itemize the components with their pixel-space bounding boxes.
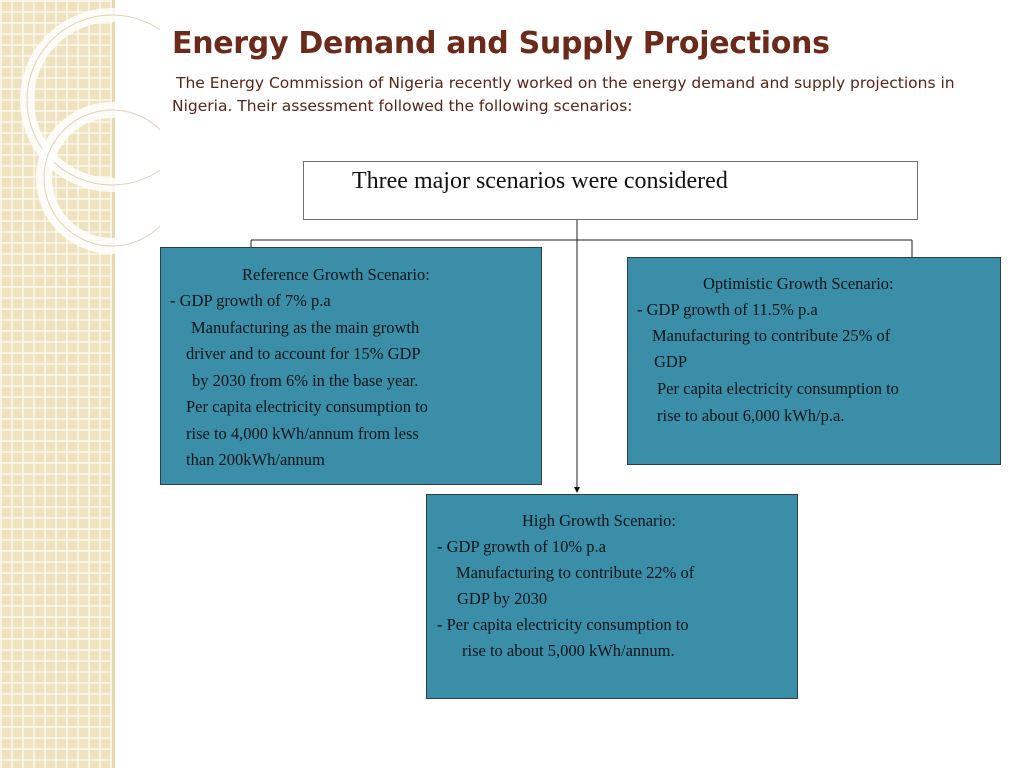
high-line: - GDP growth of 10% p.a xyxy=(437,537,606,556)
reference-line: than 200kWh/annum xyxy=(186,450,325,469)
reference-line: by 2030 from 6% in the base year. xyxy=(192,371,419,390)
reference-line: driver and to account for 15% GDP xyxy=(186,344,421,363)
optimistic-line: GDP xyxy=(654,352,688,371)
reference-line: Manufacturing as the main growth xyxy=(191,318,420,337)
reference-heading: Reference Growth Scenario: xyxy=(242,265,430,284)
slide-subtitle: The Energy Commission of Nigeria recently worked on the energy demand and supply projections in Nigeria. Their assessment followed the following scenarios: xyxy=(172,74,955,115)
reference-scenario-box xyxy=(160,247,542,485)
high-scenario-box xyxy=(426,494,798,699)
slide-title: Energy Demand and Supply Projections xyxy=(172,26,830,61)
optimistic-line: Manufacturing to contribute 25% of xyxy=(652,326,891,345)
high-line: - Per capita electricity consumption to xyxy=(437,615,689,634)
root-box xyxy=(303,161,918,220)
reference-line: Per capita electricity consumption to xyxy=(186,397,428,416)
high-line: GDP by 2030 xyxy=(457,589,548,608)
optimistic-heading: Optimistic Growth Scenario: xyxy=(703,274,894,293)
reference-line: - GDP growth of 7% p.a xyxy=(170,291,331,310)
high-line: Manufacturing to contribute 22% of xyxy=(456,563,695,582)
optimistic-line: Per capita electricity consumption to xyxy=(657,379,899,398)
reference-line: rise to 4,000 kWh/annum from less xyxy=(186,424,419,443)
optimistic-scenario-box xyxy=(627,257,1001,465)
optimistic-line: - GDP growth of 11.5% p.a xyxy=(637,300,818,319)
root-box-text: Three major scenarios were considered xyxy=(352,168,728,194)
optimistic-line: rise to about 6,000 kWh/p.a. xyxy=(657,406,845,425)
high-line: rise to about 5,000 kWh/annum. xyxy=(462,641,675,660)
high-heading: High Growth Scenario: xyxy=(522,511,676,530)
